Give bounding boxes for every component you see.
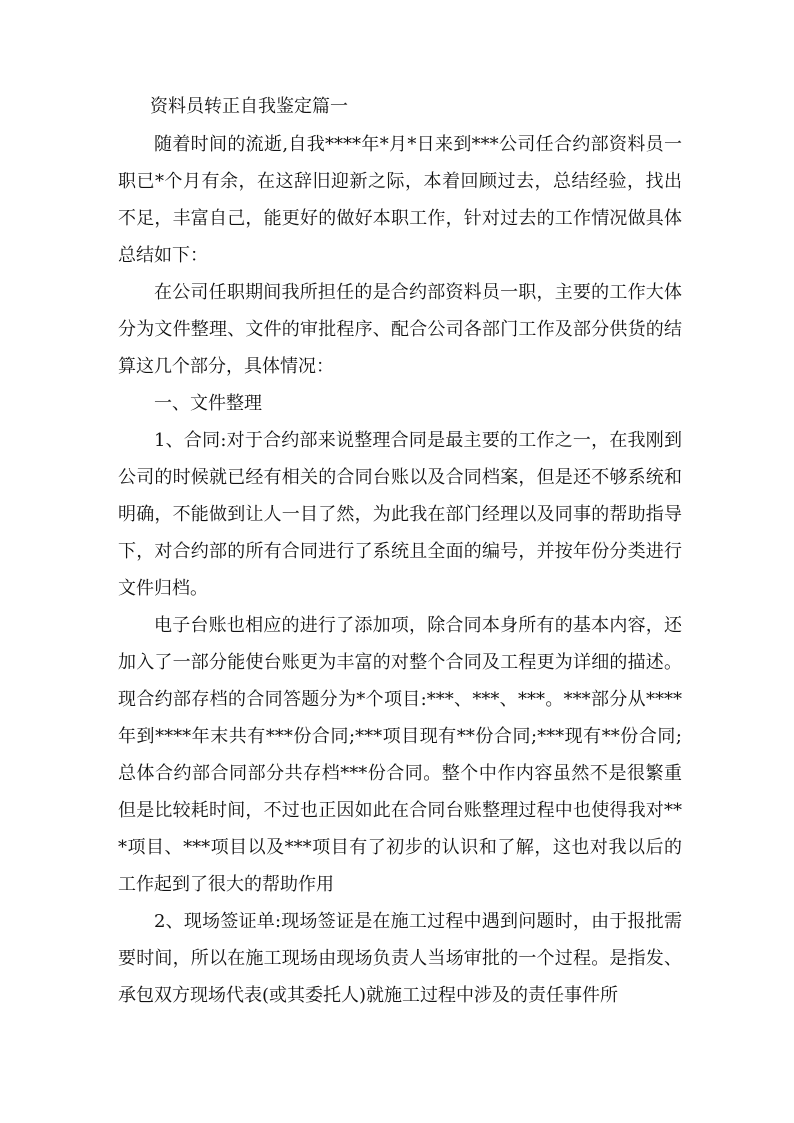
paragraph-intro: 随着时间的流逝,自我****年*月*日来到***公司任合约部资料员一职已*个月有余，在这辞旧迎新之际，本着回顾过去，总结经验，找出不足，丰富自己，能更好的做好本职工作，针对过去的工作情况做具体总结如下： <box>118 134 682 266</box>
paragraph-duties: 在公司任职期间我所担任的是合约部资料员一职，主要的工作大体分为文件整理、文件的审批程序、配合公司各部门工作及部分供货的结算这几个部分，具体情况： <box>118 282 682 377</box>
paragraph-contracts: 1、合同:对于合约部来说整理合同是最主要的工作之一，在我刚到公司的时候就已经有相关的合同台账以及合同档案，但是还不够系统和明确，不能做到让人一目了然，为此我在部门经理以及同事的帮助指导下，对合约部的所有合同进行了系统且全面的编号，并按年份分类进行文件归档。 <box>118 430 682 599</box>
section-heading-file-organization: 一、文件整理 <box>154 393 262 414</box>
paragraph-electronic-ledger: 电子台账也相应的进行了添加项，除合同本身所有的基本内容，还加入了一部分能使台账更为丰富的对整个合同及工程更为详细的描述。现合约部存档的合同答题分为*个项目:***、***、***。***部分从****年到****年末共有***份合同;***项目现有**份合同;***现有**份合同;总体合约部合同部分共存档***份合同。整个中作内容虽然不是很繁重但是比较耗时间，不过也正因如此在合同台账整理过程中也使得我对***项目、***项目以及***项目有了初步的认识和了解，这也对我以后的工作起到了很大的帮助作用 <box>118 615 682 895</box>
paragraph-site-visa: 2、现场签证单:现场签证是在施工过程中遇到问题时，由于报批需要时间，所以在施工现场由现场负责人当场审批的一个过程。是指发、承包双方现场代表(或其委托人)就施工过程中涉及的责任事件所 <box>118 911 682 1006</box>
document-title: 资料员转正自我鉴定篇一 <box>150 96 348 117</box>
